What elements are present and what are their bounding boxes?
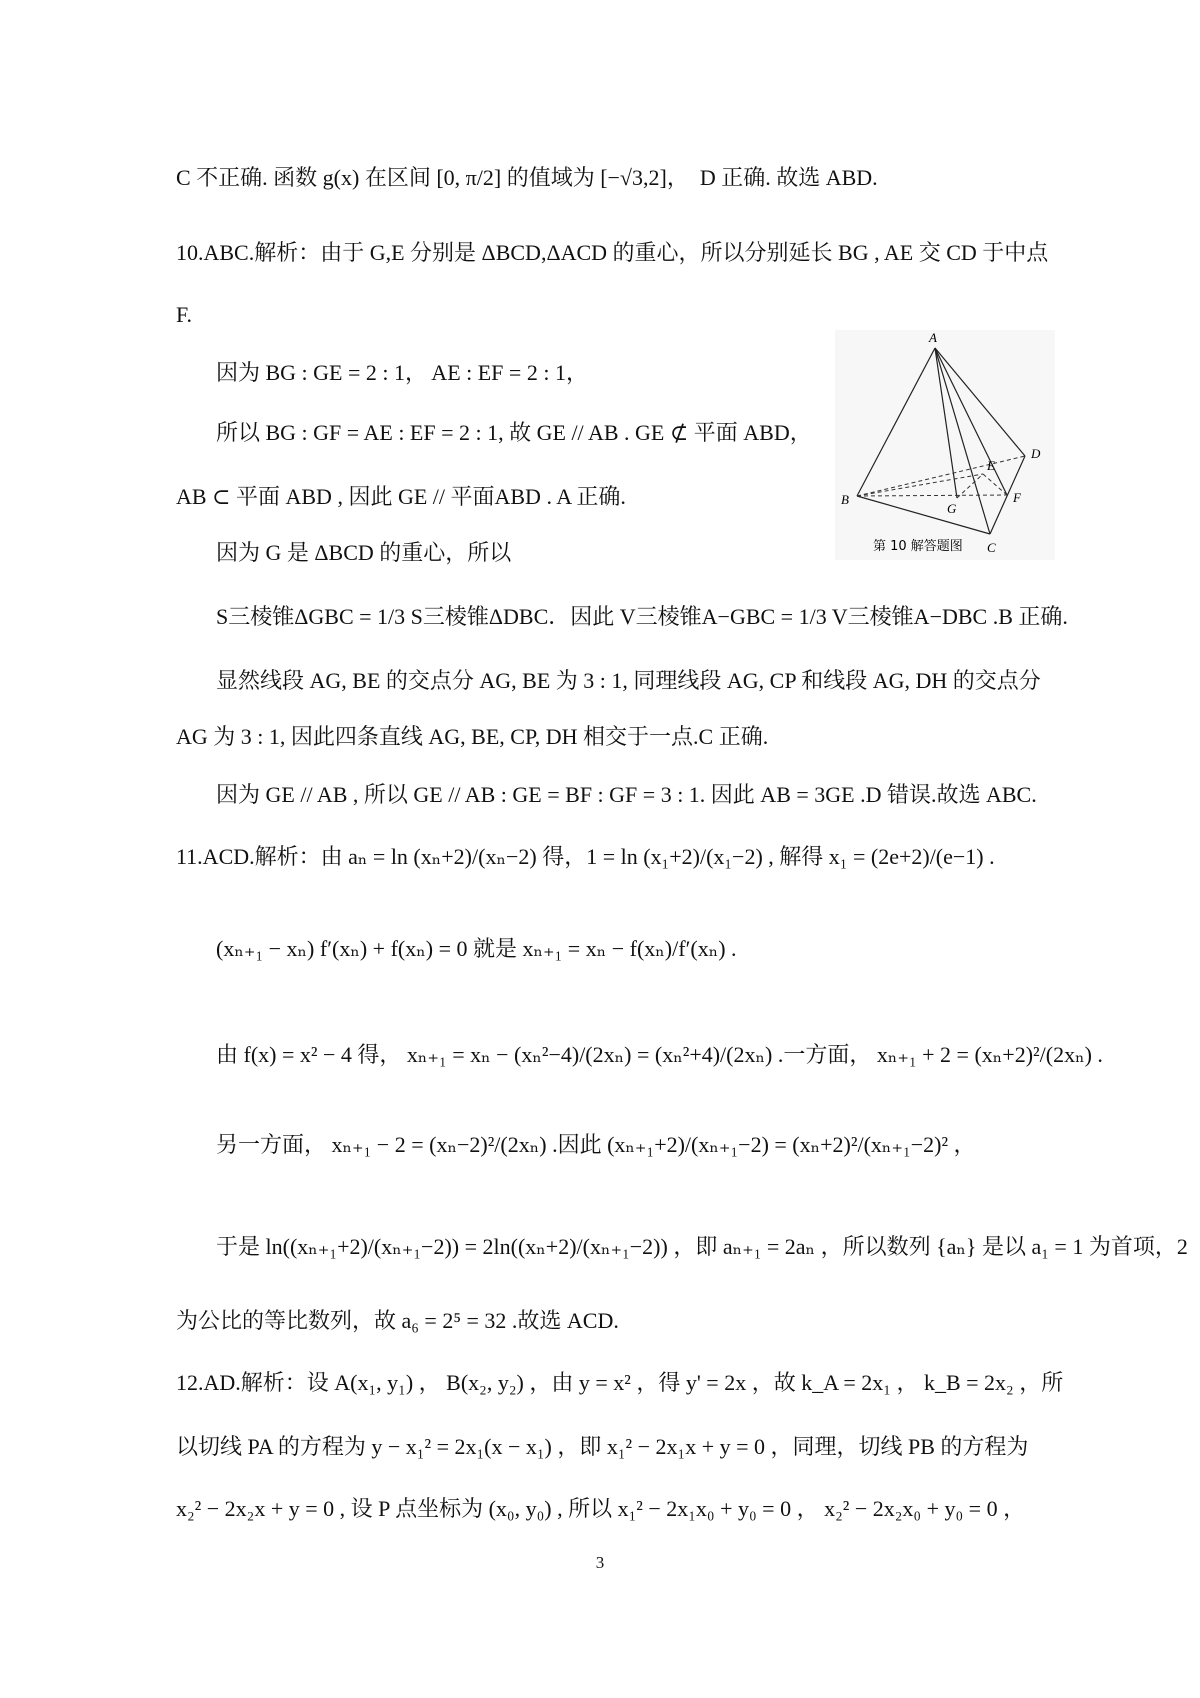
text-line-5: 所以 BG : GF = AE : EF = 2 : 1, 故 GE // AB . GE ⊄ 平面 ABD， xyxy=(216,420,812,445)
text-line-14: 由 f(x) = x² − 4 得， xₙ₊₁ = xₙ − (xₙ²−4)/(2xₙ) = (xₙ²+4)/(2xₙ) .一方面， xₙ₊₁ + 2 = (xₙ+2)²/(2xₙ) . xyxy=(216,1042,1103,1067)
figure-label-e: E xyxy=(987,458,995,473)
text-line-6: AB ⊂ 平面 ABD , 因此 GE // 平面ABD . A 正确. xyxy=(176,484,626,509)
text-line-7: 因为 G 是 ΔBCD 的重心，所以 xyxy=(216,540,512,565)
text-line-19: 以切线 PA 的方程为 y − x₁² = 2x₁(x − x₁) ，即 x₁² − 2x₁x + y = 0 ，同理，切线 PB 的方程为 xyxy=(176,1434,1029,1459)
text-line-3: F. xyxy=(176,302,192,327)
text-line-18: 12.AD.解析：设 A(x₁, y₁) ， B(x₂, y₂) ，由 y = x² ，得 y' = 2x ，故 k_A = 2x₁ ， k_B = 2x₂ ，所 xyxy=(176,1370,1064,1395)
tetrahedron-figure xyxy=(835,330,1055,560)
figure-label-c: C xyxy=(987,540,996,555)
text-line-2: 10.ABC.解析：由于 G,E 分别是 ΔBCD,ΔACD 的重心，所以分别延长 BG , AE 交 CD 于中点 xyxy=(176,240,1049,265)
text-line-1: C 不正确. 函数 g(x) 在区间 [0, π/2] 的值域为 [−√3,2]， D 正确. 故选 ABD. xyxy=(176,165,878,190)
figure-label-g: G xyxy=(947,501,957,516)
text-line-17: 为公比的等比数列，故 a₆ = 2⁵ = 32 .故选 ACD. xyxy=(176,1308,619,1333)
text-line-10: AG 为 3 : 1, 因此四条直线 AG, BE, CP, DH 相交于一点.C 正确. xyxy=(176,724,769,749)
figure-label-d: D xyxy=(1031,446,1041,461)
figure-label-a: A xyxy=(929,330,937,345)
page-number: 3 xyxy=(595,1553,605,1572)
figure-label-f: F xyxy=(1013,490,1021,505)
figure-caption: 第 10 解答题图 xyxy=(873,539,963,554)
text-line-11: 因为 GE // AB , 所以 GE // AB : GE = BF : GF = 3 : 1. 因此 AB = 3GE .D 错误.故选 ABC. xyxy=(216,782,1037,807)
text-line-13: (xₙ₊₁ − xₙ) f′(xₙ) + f(xₙ) = 0 就是 xₙ₊₁ = xₙ − f(xₙ)/f′(xₙ) . xyxy=(216,936,737,961)
text-line-16: 于是 ln((xₙ₊₁+2)/(xₙ₊₁−2)) = 2ln((xₙ+2)/(xₙ₊₁−2)) ，即 aₙ₊₁ = 2aₙ ，所以数列 {aₙ} 是以 a₁ = 1 为首项，2 xyxy=(216,1234,1188,1259)
text-line-8: S三棱锥ΔGBC = 1/3 S三棱锥ΔDBC．因此 V三棱锥A−GBC = 1/3 V三棱锥A−DBC .B 正确. xyxy=(216,604,1068,629)
text-line-12: 11.ACD.解析：由 aₙ = ln (xₙ+2)/(xₙ−2) 得，1 = ln (x₁+2)/(x₁−2) , 解得 x₁ = (2e+2)/(e−1) . xyxy=(176,844,995,869)
text-line-9: 显然线段 AG, BE 的交点分 AG, BE 为 3 : 1, 同理线段 AG, CP 和线段 AG, DH 的交点分 xyxy=(216,668,1041,693)
text-line-20: x₂² − 2x₂x + y = 0 , 设 P 点坐标为 (x₀, y₀) , 所以 x₁² − 2x₁x₀ + y₀ = 0 ， x₂² − 2x₂x₀ + y₀ = 0 ， xyxy=(176,1496,1026,1521)
text-line-15: 另一方面， xₙ₊₁ − 2 = (xₙ−2)²/(2xₙ) .因此 (xₙ₊₁+2)/(xₙ₊₁−2) = (xₙ+2)²/(xₙ₊₁−2)² ， xyxy=(216,1132,976,1157)
figure-label-b: B xyxy=(841,492,849,507)
text-line-4: 因为 BG : GE = 2 : 1， AE : EF = 2 : 1， xyxy=(216,360,588,385)
